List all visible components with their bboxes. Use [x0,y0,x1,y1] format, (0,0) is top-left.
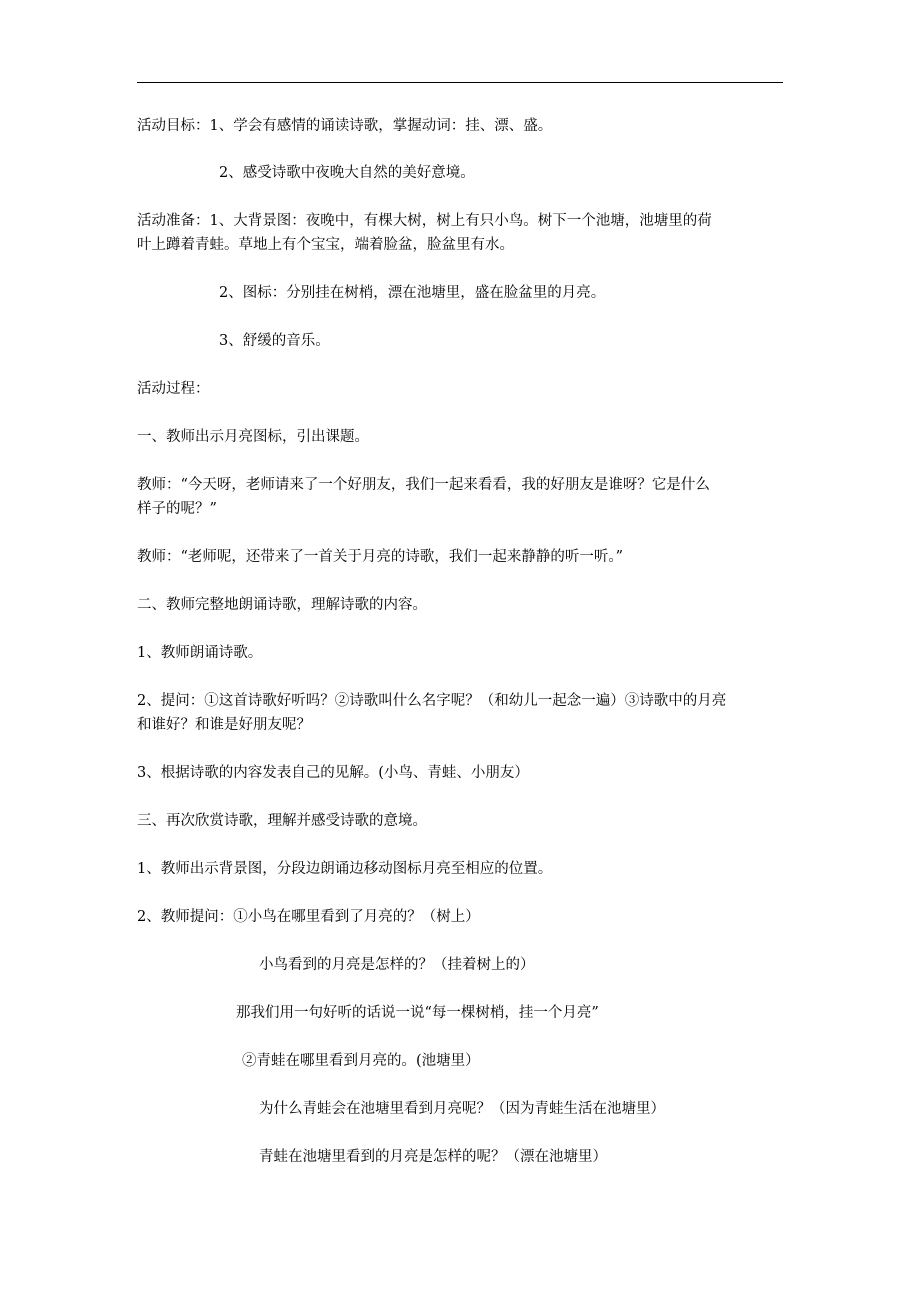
teacher-line-1a: 教师：“今天呀，老师请来了一个好朋友，我们一起来看看，我的好朋友是谁呀？它是什么 [137,477,710,493]
preparation-line-3: 2、图标：分别挂在树梢，漂在池塘里，盛在脸盆里的月亮。 [219,285,606,301]
section-2-item-3: 3、根据诗歌的内容发表自己的见解。(小鸟、青蛙、小朋友） [137,765,529,781]
section-2-item-2b: 和谁好？和谁是好朋友呢？ [137,717,311,733]
section-2-heading: 二、教师完整地朗诵诗歌，理解诗歌的内容。 [137,597,427,613]
section-3-sub-4: 为什么青蛙会在池塘里看到月亮呢？（因为青蛙生活在池塘里） [259,1101,665,1117]
objective-line-1: 活动目标：1、学会有感情的诵读诗歌，掌握动词：挂、漂、盛。 [137,118,553,134]
section-2-item-1: 1、教师朗诵诗歌。 [137,645,263,661]
section-3-heading: 三、再次欣赏诗歌，理解并感受诗歌的意境。 [137,813,427,829]
section-1-heading: 一、教师出示月亮图标，引出课题。 [137,429,369,445]
preparation-line-1: 活动准备：1、大背景图：夜晚中，有棵大树，树上有只小鸟。树下一个池塘，池塘里的荷 [137,213,712,229]
header-rule [137,82,783,83]
section-3-sub-3: ②青蛙在哪里看到月亮的。(池塘里） [242,1053,480,1069]
section-3-item-1: 1、教师出示背景图，分段边朗诵边移动图标月亮至相应的位置。 [137,861,553,877]
teacher-line-1b: 样子的呢？” [137,501,217,517]
process-heading: 活动过程： [137,381,210,397]
section-3-sub-1: 小鸟看到的月亮是怎样的？（挂着树上的） [259,957,535,973]
teacher-line-2: 教师：“老师呢，还带来了一首关于月亮的诗歌，我们一起来静静的听一听。” [137,549,624,565]
section-3-sub-5: 青蛙在池塘里看到的月亮是怎样的呢？（漂在池塘里） [259,1149,607,1165]
objective-line-2: 2、感受诗歌中夜晚大自然的美好意境。 [219,165,475,181]
section-3-sub-2: 那我们用一句好听的话说一说“每一棵树梢，挂一个月亮” [236,1005,599,1021]
section-2-item-2a: 2、提问：①这首诗歌好听吗？②诗歌叫什么名字呢？（和幼儿一起念一遍）③诗歌中的月亮 [137,693,727,709]
preparation-line-2: 叶上蹲着青蛙。草地上有个宝宝，端着脸盆，脸盆里有水。 [137,237,514,253]
section-3-item-2: 2、教师提问：①小鸟在哪里看到了月亮的？（树上） [137,909,480,925]
preparation-line-4: 3、舒缓的音乐。 [219,333,330,349]
